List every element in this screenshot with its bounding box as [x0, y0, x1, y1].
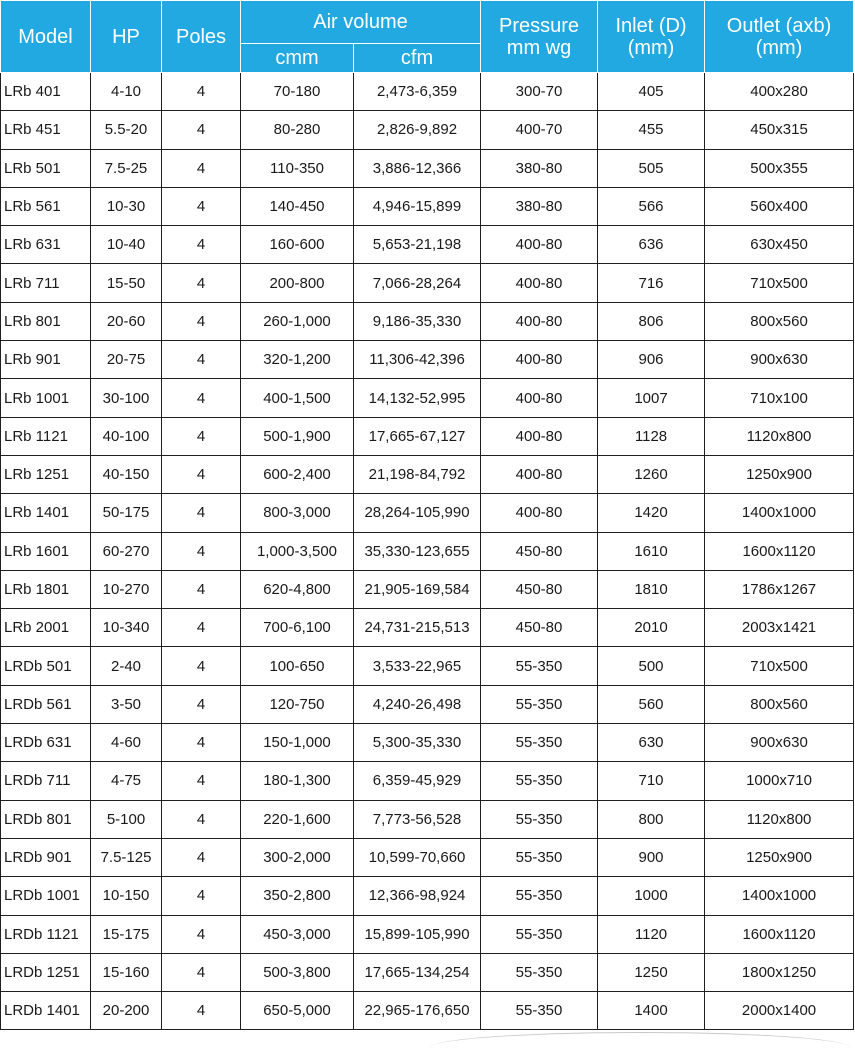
- cell-model: LRDb 631: [1, 724, 91, 762]
- cell-outlet: 1400x1000: [705, 877, 854, 915]
- cell-poles: 4: [162, 877, 241, 915]
- table-row: [1, 532, 854, 570]
- header-pressure: [481, 1, 598, 73]
- cell-cmm: 80-280: [241, 111, 354, 149]
- cell-hp: 7.5-125: [91, 838, 162, 876]
- cell-poles: 4: [162, 111, 241, 149]
- cell-hp: 20-200: [91, 992, 162, 1030]
- cell-cmm: 150-1,000: [241, 724, 354, 762]
- cell-poles: 4: [162, 800, 241, 838]
- cell-cmm: 320-1,200: [241, 341, 354, 379]
- cell-pressure: 400-80: [481, 264, 598, 302]
- cell-cfm: 21,905-169,584: [354, 570, 481, 608]
- cell-inlet: 1420: [598, 494, 705, 532]
- cell-pressure: 380-80: [481, 149, 598, 187]
- cell-hp: 60-270: [91, 532, 162, 570]
- cell-outlet: 1120x800: [705, 800, 854, 838]
- cell-hp: 15-160: [91, 953, 162, 991]
- table-row: [1, 73, 854, 111]
- cell-outlet: 630x450: [705, 226, 854, 264]
- cell-model: LRb 1251: [1, 455, 91, 493]
- cell-cfm: 5,300-35,330: [354, 724, 481, 762]
- cell-pressure: 300-70: [481, 73, 598, 111]
- header-cfm: cfm: [354, 44, 481, 73]
- cell-pressure: 55-350: [481, 647, 598, 685]
- table-row: [1, 838, 854, 876]
- cell-cmm: 500-3,800: [241, 953, 354, 991]
- page-curve-decoration: [430, 1032, 850, 1063]
- cell-pressure: 400-80: [481, 302, 598, 340]
- cell-outlet: 2003x1421: [705, 609, 854, 647]
- header-outlet-label: Outlet (axb): [726, 14, 832, 37]
- cell-model: LRDb 1401: [1, 992, 91, 1030]
- cell-cmm: 700-6,100: [241, 609, 354, 647]
- cell-outlet: 710x100: [705, 379, 854, 417]
- table-row: [1, 570, 854, 608]
- table-row: [1, 877, 854, 915]
- cell-pressure: 450-80: [481, 532, 598, 570]
- header-outlet-unit: (mm): [755, 36, 803, 59]
- cell-inlet: 1400: [598, 992, 705, 1030]
- cell-outlet: 2000x1400: [705, 992, 854, 1030]
- cell-poles: 4: [162, 149, 241, 187]
- cell-hp: 4-10: [91, 73, 162, 111]
- cell-outlet: 450x315: [705, 111, 854, 149]
- cell-poles: 4: [162, 187, 241, 225]
- cell-cmm: 200-800: [241, 264, 354, 302]
- header-inlet-unit: (mm): [627, 36, 675, 59]
- cell-hp: 40-150: [91, 455, 162, 493]
- cell-poles: 4: [162, 724, 241, 762]
- cell-cmm: 620-4,800: [241, 570, 354, 608]
- cell-poles: 4: [162, 838, 241, 876]
- cell-cfm: 7,773-56,528: [354, 800, 481, 838]
- cell-hp: 20-75: [91, 341, 162, 379]
- cell-hp: 5-100: [91, 800, 162, 838]
- cell-cmm: 300-2,000: [241, 838, 354, 876]
- table-row: [1, 494, 854, 532]
- cell-outlet: 800x560: [705, 685, 854, 723]
- cell-cfm: 17,665-67,127: [354, 417, 481, 455]
- cell-pressure: 400-80: [481, 455, 598, 493]
- cell-outlet: 1400x1000: [705, 494, 854, 532]
- table-row: [1, 302, 854, 340]
- cell-model: LRb 401: [1, 73, 91, 111]
- cell-cfm: 6,359-45,929: [354, 762, 481, 800]
- cell-inlet: 405: [598, 73, 705, 111]
- cell-hp: 15-175: [91, 915, 162, 953]
- cell-poles: 4: [162, 341, 241, 379]
- table-header: [1, 1, 854, 73]
- cell-outlet: 1786x1267: [705, 570, 854, 608]
- cell-cmm: 600-2,400: [241, 455, 354, 493]
- cell-outlet: 800x560: [705, 302, 854, 340]
- cell-hp: 15-50: [91, 264, 162, 302]
- cell-model: LRDb 1251: [1, 953, 91, 991]
- cell-poles: 4: [162, 73, 241, 111]
- cell-pressure: 400-80: [481, 226, 598, 264]
- cell-hp: 40-100: [91, 417, 162, 455]
- table-row: [1, 762, 854, 800]
- cell-inlet: 806: [598, 302, 705, 340]
- cell-outlet: 710x500: [705, 647, 854, 685]
- cell-outlet: 1800x1250: [705, 953, 854, 991]
- cell-hp: 10-30: [91, 187, 162, 225]
- cell-cfm: 7,066-28,264: [354, 264, 481, 302]
- table-row: [1, 226, 854, 264]
- cell-pressure: 55-350: [481, 800, 598, 838]
- cell-model: LRb 801: [1, 302, 91, 340]
- cell-pressure: 55-350: [481, 762, 598, 800]
- cell-pressure: 400-80: [481, 341, 598, 379]
- cell-inlet: 900: [598, 838, 705, 876]
- cell-inlet: 800: [598, 800, 705, 838]
- cell-cmm: 220-1,600: [241, 800, 354, 838]
- cell-outlet: 1600x1120: [705, 532, 854, 570]
- cell-poles: 4: [162, 609, 241, 647]
- header-inlet: [598, 1, 705, 73]
- cell-model: LRDb 801: [1, 800, 91, 838]
- cell-inlet: 1007: [598, 379, 705, 417]
- cell-model: LRb 631: [1, 226, 91, 264]
- cell-cfm: 28,264-105,990: [354, 494, 481, 532]
- cell-outlet: 1250x900: [705, 838, 854, 876]
- cell-inlet: 1610: [598, 532, 705, 570]
- cell-poles: 4: [162, 417, 241, 455]
- cell-pressure: 55-350: [481, 838, 598, 876]
- table-row: [1, 800, 854, 838]
- cell-pressure: 55-350: [481, 992, 598, 1030]
- cell-cmm: 260-1,000: [241, 302, 354, 340]
- table-row: [1, 111, 854, 149]
- cell-inlet: 2010: [598, 609, 705, 647]
- cell-model: LRb 1401: [1, 494, 91, 532]
- cell-cmm: 110-350: [241, 149, 354, 187]
- table-row: [1, 187, 854, 225]
- cell-cmm: 100-650: [241, 647, 354, 685]
- cell-inlet: 505: [598, 149, 705, 187]
- cell-cfm: 2,473-6,359: [354, 73, 481, 111]
- cell-outlet: 1250x900: [705, 455, 854, 493]
- cell-cfm: 4,240-26,498: [354, 685, 481, 723]
- header-poles: Poles: [162, 1, 241, 73]
- cell-poles: 4: [162, 494, 241, 532]
- cell-cmm: 800-3,000: [241, 494, 354, 532]
- cell-cfm: 14,132-52,995: [354, 379, 481, 417]
- cell-hp: 3-50: [91, 685, 162, 723]
- cell-outlet: 1000x710: [705, 762, 854, 800]
- cell-cmm: 120-750: [241, 685, 354, 723]
- header-pressure-unit: mm wg: [506, 36, 572, 59]
- cell-cfm: 22,965-176,650: [354, 992, 481, 1030]
- cell-outlet: 710x500: [705, 264, 854, 302]
- cell-outlet: 500x355: [705, 149, 854, 187]
- table-row: [1, 341, 854, 379]
- cell-model: LRDb 501: [1, 647, 91, 685]
- cell-hp: 10-270: [91, 570, 162, 608]
- table-row: [1, 455, 854, 493]
- cell-pressure: 400-80: [481, 494, 598, 532]
- cell-inlet: 1128: [598, 417, 705, 455]
- cell-cmm: 1,000-3,500: [241, 532, 354, 570]
- header-air-volume: Air volume: [241, 1, 481, 44]
- table-row: [1, 685, 854, 723]
- cell-model: LRb 1801: [1, 570, 91, 608]
- cell-cfm: 35,330-123,655: [354, 532, 481, 570]
- cell-pressure: 400-70: [481, 111, 598, 149]
- header-outlet: [705, 1, 854, 73]
- cell-poles: 4: [162, 915, 241, 953]
- cell-hp: 2-40: [91, 647, 162, 685]
- cell-poles: 4: [162, 226, 241, 264]
- cell-cmm: 70-180: [241, 73, 354, 111]
- cell-hp: 10-150: [91, 877, 162, 915]
- cell-inlet: 560: [598, 685, 705, 723]
- cell-model: LRb 711: [1, 264, 91, 302]
- cell-inlet: 455: [598, 111, 705, 149]
- cell-cfm: 10,599-70,660: [354, 838, 481, 876]
- cell-cfm: 11,306-42,396: [354, 341, 481, 379]
- cell-model: LRDb 901: [1, 838, 91, 876]
- table-row: [1, 915, 854, 953]
- cell-inlet: 1000: [598, 877, 705, 915]
- cell-hp: 10-340: [91, 609, 162, 647]
- cell-outlet: 400x280: [705, 73, 854, 111]
- table-row: [1, 149, 854, 187]
- header-hp: HP: [91, 1, 162, 73]
- cell-pressure: 55-350: [481, 953, 598, 991]
- cell-cfm: 9,186-35,330: [354, 302, 481, 340]
- cell-model: LRb 1121: [1, 417, 91, 455]
- cell-cfm: 5,653-21,198: [354, 226, 481, 264]
- cell-poles: 4: [162, 455, 241, 493]
- cell-inlet: 716: [598, 264, 705, 302]
- cell-cfm: 2,826-9,892: [354, 111, 481, 149]
- cell-hp: 4-60: [91, 724, 162, 762]
- header-model: Model: [1, 1, 91, 73]
- cell-model: LRDb 711: [1, 762, 91, 800]
- table-row: [1, 953, 854, 991]
- cell-inlet: 906: [598, 341, 705, 379]
- cell-cmm: 160-600: [241, 226, 354, 264]
- cell-inlet: 1120: [598, 915, 705, 953]
- table-row: [1, 724, 854, 762]
- cell-hp: 10-40: [91, 226, 162, 264]
- cell-inlet: 1810: [598, 570, 705, 608]
- table-row: [1, 264, 854, 302]
- cell-poles: 4: [162, 264, 241, 302]
- cell-cfm: 3,533-22,965: [354, 647, 481, 685]
- table-row: [1, 417, 854, 455]
- table-row: [1, 609, 854, 647]
- cell-inlet: 630: [598, 724, 705, 762]
- cell-hp: 5.5-20: [91, 111, 162, 149]
- cell-model: LRb 451: [1, 111, 91, 149]
- cell-hp: 7.5-25: [91, 149, 162, 187]
- cell-outlet: 1120x800: [705, 417, 854, 455]
- cell-model: LRb 2001: [1, 609, 91, 647]
- cell-pressure: 55-350: [481, 724, 598, 762]
- cell-hp: 20-60: [91, 302, 162, 340]
- cell-inlet: 710: [598, 762, 705, 800]
- cell-pressure: 400-80: [481, 417, 598, 455]
- table-row: [1, 379, 854, 417]
- cell-pressure: 55-350: [481, 685, 598, 723]
- cell-poles: 4: [162, 379, 241, 417]
- cell-model: LRDb 561: [1, 685, 91, 723]
- table-row: [1, 647, 854, 685]
- cell-cfm: 15,899-105,990: [354, 915, 481, 953]
- cell-cmm: 350-2,800: [241, 877, 354, 915]
- cell-cmm: 140-450: [241, 187, 354, 225]
- cell-inlet: 636: [598, 226, 705, 264]
- cell-model: LRDb 1001: [1, 877, 91, 915]
- cell-cfm: 17,665-134,254: [354, 953, 481, 991]
- cell-pressure: 55-350: [481, 915, 598, 953]
- cell-poles: 4: [162, 762, 241, 800]
- cell-model: LRb 901: [1, 341, 91, 379]
- cell-model: LRDb 1121: [1, 915, 91, 953]
- cell-poles: 4: [162, 992, 241, 1030]
- cell-inlet: 566: [598, 187, 705, 225]
- cell-poles: 4: [162, 953, 241, 991]
- cell-cmm: 650-5,000: [241, 992, 354, 1030]
- table-row: [1, 992, 854, 1030]
- cell-poles: 4: [162, 532, 241, 570]
- cell-cmm: 450-3,000: [241, 915, 354, 953]
- cell-outlet: 1600x1120: [705, 915, 854, 953]
- cell-pressure: 55-350: [481, 877, 598, 915]
- header-inlet-label: Inlet (D): [615, 14, 687, 37]
- header-pressure-label: Pressure: [499, 14, 580, 37]
- cell-pressure: 450-80: [481, 609, 598, 647]
- cell-model: LRb 1601: [1, 532, 91, 570]
- cell-model: LRb 561: [1, 187, 91, 225]
- cell-outlet: 900x630: [705, 724, 854, 762]
- cell-cfm: 24,731-215,513: [354, 609, 481, 647]
- cell-cmm: 400-1,500: [241, 379, 354, 417]
- cell-model: LRb 501: [1, 149, 91, 187]
- cell-poles: 4: [162, 685, 241, 723]
- cell-outlet: 560x400: [705, 187, 854, 225]
- cell-outlet: 900x630: [705, 341, 854, 379]
- cell-pressure: 400-80: [481, 379, 598, 417]
- cell-inlet: 1260: [598, 455, 705, 493]
- cell-poles: 4: [162, 647, 241, 685]
- cell-cmm: 500-1,900: [241, 417, 354, 455]
- cell-poles: 4: [162, 570, 241, 608]
- cell-hp: 4-75: [91, 762, 162, 800]
- cell-cfm: 4,946-15,899: [354, 187, 481, 225]
- cell-poles: 4: [162, 302, 241, 340]
- cell-cfm: 12,366-98,924: [354, 877, 481, 915]
- table-body: [1, 73, 854, 1030]
- header-cmm: cmm: [241, 44, 354, 73]
- cell-pressure: 450-80: [481, 570, 598, 608]
- cell-inlet: 500: [598, 647, 705, 685]
- cell-cmm: 180-1,300: [241, 762, 354, 800]
- cell-pressure: 380-80: [481, 187, 598, 225]
- cell-model: LRb 1001: [1, 379, 91, 417]
- cell-hp: 50-175: [91, 494, 162, 532]
- cell-inlet: 1250: [598, 953, 705, 991]
- cell-cfm: 3,886-12,366: [354, 149, 481, 187]
- cell-cfm: 21,198-84,792: [354, 455, 481, 493]
- cell-hp: 30-100: [91, 379, 162, 417]
